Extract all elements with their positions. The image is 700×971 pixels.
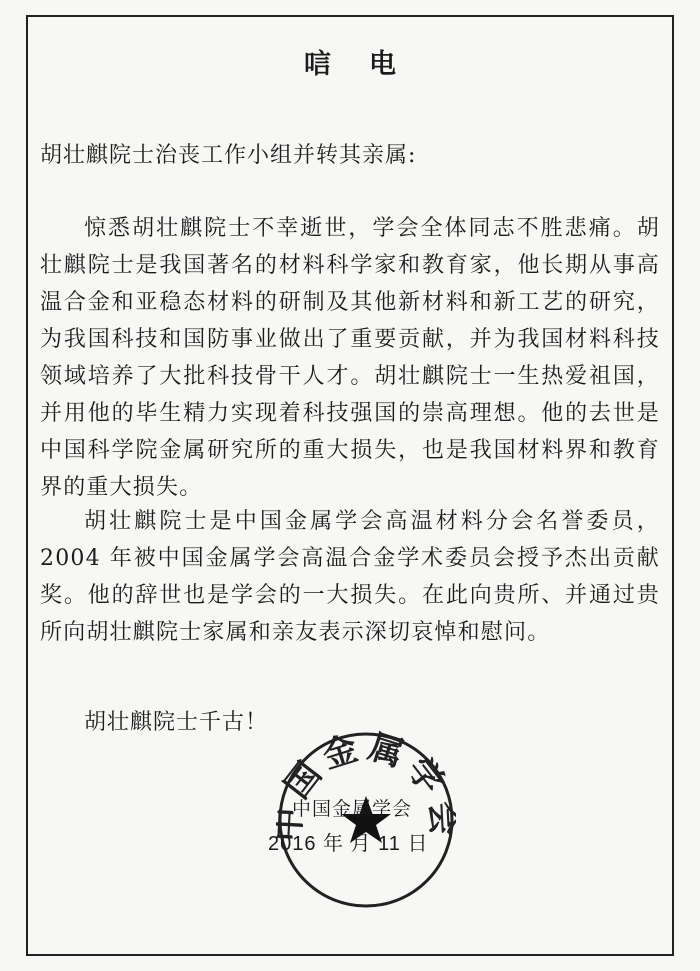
- paragraph-2: 胡壮麒院士是中国金属学会高温材料分会名誉委员，2004 年被中国金属学会高温合金学术委员会授予杰出贡献奖。他的辞世也是学会的一大损失。在此向贵所、并通过贵所向胡壮麒院士家属和亲友表示深切哀悼和慰问。: [40, 509, 660, 645]
- seal-ring-text: 国金属学: [277, 730, 455, 807]
- closing-line: 胡壮麒院士千古！: [84, 710, 269, 735]
- paragraph-1: 惊悉胡壮麒院士不幸逝世，学会全体同志不胜悲痛。胡壮麒院士是我国著名的材料科学家和教育家，他长期从事高温合金和亚稳态材料的研制及其他新材料和新工艺的研究，为我国科技和国防事业做出了重要贡献，并为我国材料科技领域培养了大批科技骨干人才。胡壮麒院士一生热爱祖国，并用他的毕生精力实现着科技强国的崇高理想。他的去世是中国科学院金属研究所的重大损失，也是我国材料界和教育界的重大损失。: [40, 216, 660, 500]
- salutation: 胡壮麒院士治丧工作小组并转其亲属:: [40, 143, 417, 168]
- signature-date: 2016 年 月 11 日: [268, 833, 429, 855]
- document-title: 唁电: [304, 49, 434, 80]
- signature-organization: 中国金属学会: [292, 798, 413, 820]
